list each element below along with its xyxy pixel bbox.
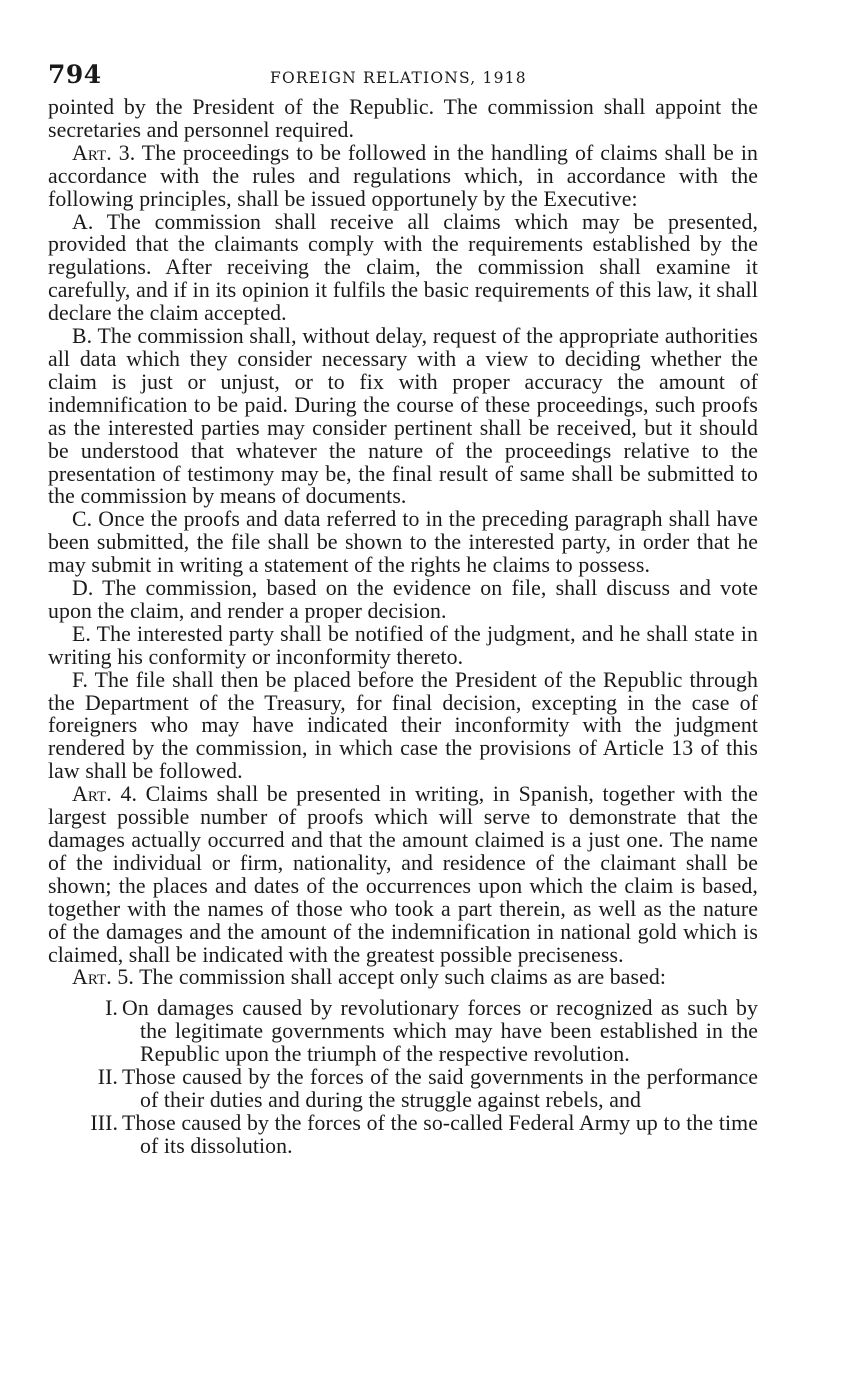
article-3-text: 3. The proceedings to be followed in the handling of claims shall be in accordance with the rules and regulations which, in accordance with the following principles, shall be issued opportunely by the Executive: [48, 140, 758, 211]
list-item [48, 1066, 758, 1112]
page-header [48, 60, 758, 96]
clause-a-paragraph: A. The commission shall receive all claims which may be presented, provided that the claimants comply with the requirements established by the regulations. After receiving the claim, the commission shall examine it carefully, and if in its opinion it fulfils the basic requirements of this law, it shall declare the claim accepted. [48, 209, 758, 326]
article-5-paragraph [48, 966, 758, 989]
claims-list [48, 997, 758, 1157]
list-numeral: III. [90, 1110, 118, 1135]
clause-f-paragraph: F. The file shall then be placed before the President of the Republic through the Department of the Treasury, for final decision, excepting in the case of foreigners who may have indicated their inconformity with the judgment rendered by the commission, in which case the provisions of Article 13 of this law shall be followed. [48, 667, 758, 784]
article-5-text: 5. The commission shall accept only such claims as are based: [111, 965, 667, 990]
clause-b-paragraph: B. The commission shall, without delay, request of the appropriate authorities all data which they consider necessary with a view to deciding whether the claim is just or unjust, or to fix with proper accuracy the amount of indemnification to be paid. During the course of these proceedings, such proofs as the interested parties may consider pertinent shall be received, but it should be understood that whatever the nature of the proceedings relative to the presentation of testimony may be, the final result of same shall be submitted to the commission by means of documents. [48, 324, 758, 509]
list-item [48, 997, 758, 1066]
continuation-paragraph: pointed by the President of the Republic. The commission shall appoint the secretaries and personnel required. [48, 95, 758, 142]
clause-c-paragraph: C. Once the proofs and data referred to in the preceding paragraph shall have been submitted, the file shall be shown to the interested party, in order that he may submit in writing a statement of the rights he claims to possess. [48, 507, 758, 578]
document-page [48, 60, 758, 1158]
list-item-text: Those caused by the forces of the so-called Federal Army up to the time of its dissolution. [122, 1110, 758, 1158]
article-4-paragraph [48, 783, 758, 966]
list-numeral: I. [105, 996, 118, 1021]
clause-e-paragraph: E. The interested party shall be notified of the judgment, and he shall state in writing his conformity or inconformity thereto. [48, 621, 758, 669]
clause-d-paragraph: D. The commission, based on the evidence on file, shall discuss and vote upon the claim, and render a proper decision. [48, 576, 758, 623]
body-text [48, 96, 758, 1158]
article-4-label: Art. [72, 782, 112, 807]
article-4-text: 4. Claims shall be presented in writing, in Spanish, together with the largest possible number of proofs which will serve to demonstrate that the damages actually occurred and that the amount claimed is a just one. The name of the individual or firm, nationality, and residence of the claimant shall be shown; the places and dates of the occurrences upon which the claim is based, together with the names of those who took a part therein, as well as the nature of the damages and the amount of the indemnification in national gold which is claimed, shall be indicated with the greatest possible preciseness. [48, 782, 758, 967]
list-numeral: II. [97, 1065, 118, 1090]
article-5-label: Art. [72, 965, 112, 990]
list-item [48, 1112, 758, 1158]
list-item-text: Those caused by the forces of the said governments in the performance of their duties and during the struggle against rebels, and [122, 1065, 758, 1112]
running-head: FOREIGN RELATIONS, 1918 [270, 69, 527, 87]
page-number: 794 [48, 60, 102, 89]
article-3-label: Art. [72, 140, 112, 165]
list-item-text: On damages caused by revolutionary forces or recognized as such by the legitimate governments which may have been established in the Republic upon the triumph of the respective revolution. [122, 996, 758, 1067]
article-3-paragraph [48, 142, 758, 211]
